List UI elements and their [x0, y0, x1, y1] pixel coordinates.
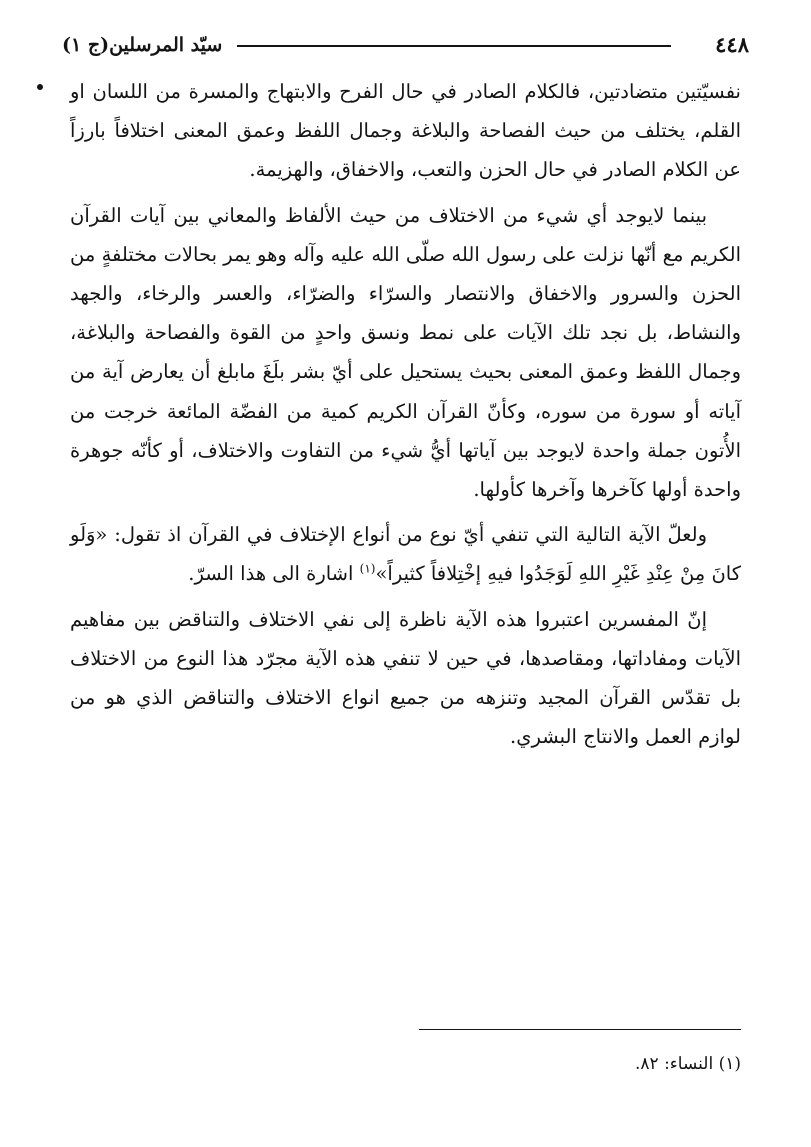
- paragraph-3-intro: ولعلّ الآية التالية التي تنفي أيّ نوع من أنواع الإختلاف في القرآن اذ تقول:: [114, 523, 707, 547]
- paragraph-3-end: اشارة الى هذا السرّ.: [188, 562, 354, 586]
- header-rule: [237, 45, 671, 47]
- footnote: (١) النساء: ٨٢.: [635, 1054, 741, 1074]
- footnote-rule: [419, 1029, 741, 1030]
- page-header: [62, 30, 749, 60]
- footnote-reference: (١): [359, 561, 376, 576]
- paragraph-3: [70, 515, 741, 593]
- page-number: ٤٤٨: [715, 32, 749, 57]
- paragraph-2: بينما لايوجد أي شيء من الاختلاف من حيث الألفاظ والمعاني بين آيات القرآن الكريم مع أنّها نزلت على رسول الله صلّى الله عليه وآله وهو يمر بحالات مختلفةٍ من الحزن والسرور والاخفاق والانتصار والسرّاء والضرّاء، والعسر والرخاء، والجهد والنشاط، بل نجد تلك الآيات على نمط ونسق واحدٍ من القوة والفصاحة والبلاغة، وجمال اللفظ وعمق المعنى بحيث يستحيل على أيّ بشر بلَغَ مابلغ أن يعارض آية من آياته أو سورة من سوره، وكأنّ القرآن الكريم كمية من الفضّة المائعة خرجت من الأُتون جملة واحدة لايوجد بين آياتها أيُّ شيء من التفاوت والاختلاف، أو كأنّه جوهرة واحدة أولها كآخرها وآخرها كأولها.: [70, 203, 741, 502]
- body-text: [70, 72, 741, 756]
- running-title: سيّد المرسلين(ج ١): [62, 34, 223, 56]
- paragraph-1: نفسيّتين متضادتين، فالكلام الصادر في حال الفرح والابتهاج والمسرة من اللسان او القلم، يختلف من حيث الفصاحة والبلاغة وجمال اللفظ وعمق المعنى اختلافاً بارزاً عن الكلام الصادر في حال الحزن والتعب، والاخفاق، والهزيمة.: [70, 80, 741, 182]
- paragraph-4: إنّ المفسرين اعتبروا هذه الآية ناظرة إلى نفي الاختلاف والتناقض بين مفاهيم الآيات ومفاداتها، ومقاصدها، في حين لا تنفي هذه الآية مجرّد هذا النوع من الاختلاف بل تقدّس القرآن المجيد وتنزهه من جميع انواع الاختلاف والتناقض الذي هو من لوازم العمل والانتاج البشري.: [70, 607, 741, 749]
- quran-quote: «وَلَو كانَ مِنْ عِنْدِ غَيْرِ اللهِ لَوَجَدُوا فيهِ إخْتِلافاً كثيراً»: [70, 523, 741, 586]
- margin-dot: [37, 84, 43, 90]
